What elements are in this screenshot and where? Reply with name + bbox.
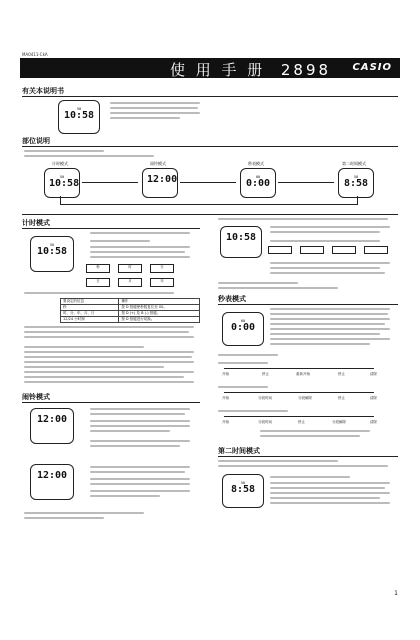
text-line xyxy=(218,465,388,467)
flow-arrow xyxy=(224,368,374,369)
text-line xyxy=(218,386,268,388)
text-line xyxy=(270,318,390,320)
flow-stop-4: 停止 xyxy=(298,420,305,424)
text-line xyxy=(24,376,184,378)
text-line xyxy=(218,362,268,364)
text-line xyxy=(90,425,190,427)
mode-arrow xyxy=(278,182,334,183)
document-code: MA0411-CkA xyxy=(22,52,48,57)
watch-display: 50 10:58 xyxy=(63,107,95,121)
divider xyxy=(22,214,398,215)
text-line xyxy=(260,435,360,437)
seq-day: 日 xyxy=(86,278,110,287)
mode-indicator-box xyxy=(268,246,292,254)
text-line xyxy=(270,476,350,478)
flow-arrow xyxy=(224,392,374,393)
watch-display: 00 0:00 xyxy=(230,319,256,333)
text-line xyxy=(90,232,190,234)
watch-display: 50 10:58 xyxy=(49,175,80,189)
text-line xyxy=(24,331,189,333)
watch-display: 12:00 xyxy=(36,470,68,481)
divider xyxy=(218,304,398,305)
text-line xyxy=(270,308,390,310)
text-line xyxy=(270,323,385,325)
text-line xyxy=(110,112,200,114)
mode-label-alarm: 闹铃模式 xyxy=(150,161,166,166)
text-line xyxy=(24,361,194,363)
watch-stopwatch xyxy=(240,168,276,198)
watch-alarm-detail xyxy=(30,408,74,444)
flow-clear: 清除 xyxy=(370,420,377,424)
divider xyxy=(22,146,398,147)
text-line xyxy=(270,338,390,340)
text-line xyxy=(270,328,390,330)
mode-arrow xyxy=(82,182,138,183)
watch-display: 50 8:58 xyxy=(230,481,256,495)
flow-arrow xyxy=(224,416,374,417)
text-line xyxy=(90,440,190,442)
watch-timekeeping-detail xyxy=(30,236,74,272)
text-line xyxy=(218,282,298,284)
table-row: 时、分、年、月、日 按 D (+) 及 B (-) 按键。 xyxy=(61,311,200,317)
watch-display: 10:58 xyxy=(225,232,257,243)
text-line xyxy=(110,102,200,104)
text-line xyxy=(270,226,390,228)
title-banner xyxy=(20,58,400,78)
watch-recall xyxy=(220,226,262,258)
flow-start: 开始 xyxy=(222,420,229,424)
text-line xyxy=(270,272,385,274)
seq-minute: 分 xyxy=(150,264,174,273)
text-line xyxy=(90,246,190,248)
text-line xyxy=(270,262,390,264)
flow-start: 开始 xyxy=(222,372,229,376)
flow-release: 分段解除 xyxy=(298,396,312,400)
text-line xyxy=(90,430,170,432)
divider xyxy=(22,402,200,403)
divider xyxy=(22,96,398,97)
text-line xyxy=(24,155,154,157)
flow-clear: 清除 xyxy=(370,396,377,400)
text-line xyxy=(90,240,150,242)
seq-month: 月 xyxy=(118,278,142,287)
text-line xyxy=(270,231,380,233)
table-header: 要设定的信息 xyxy=(61,299,119,305)
text-line xyxy=(90,466,190,468)
text-line xyxy=(24,150,104,152)
watch-display: 00 0:00 xyxy=(245,175,271,189)
watch-dualtime-detail xyxy=(222,474,264,508)
text-line xyxy=(90,408,190,410)
flow-stop-3: 停止 xyxy=(338,396,345,400)
text-line xyxy=(24,366,164,368)
watch-stopwatch-detail xyxy=(222,312,264,346)
text-line xyxy=(90,471,185,473)
divider xyxy=(22,228,200,229)
text-line xyxy=(90,495,160,497)
text-line xyxy=(90,251,185,253)
text-line xyxy=(270,492,390,494)
mode-indicator-box xyxy=(332,246,356,254)
brand-logo: CASIO xyxy=(352,62,392,73)
watch-display: 50 10:58 xyxy=(36,243,68,257)
text-line xyxy=(90,445,180,447)
text-line xyxy=(24,512,144,514)
text-line xyxy=(218,218,388,220)
section-stopwatch-title: 秒表模式 xyxy=(218,295,246,303)
text-line xyxy=(90,490,190,492)
text-line xyxy=(24,517,104,519)
text-line xyxy=(270,502,390,504)
text-line xyxy=(270,313,388,315)
flow-clear: 清除 xyxy=(370,372,377,376)
text-line xyxy=(24,292,174,294)
text-line xyxy=(270,487,385,489)
seq-year: 年 xyxy=(150,278,174,287)
section-dualtime-title: 第二时间模式 xyxy=(218,447,260,455)
text-line xyxy=(90,483,190,485)
settings-table xyxy=(60,298,200,323)
flow-release: 分段解除 xyxy=(332,420,346,424)
text-line xyxy=(24,381,194,383)
flow-restart: 重新开始 xyxy=(296,372,310,376)
text-line xyxy=(218,287,338,289)
text-line xyxy=(24,326,194,328)
text-line xyxy=(90,413,185,415)
flow-start: 开始 xyxy=(222,396,229,400)
text-line xyxy=(24,356,192,358)
text-line xyxy=(90,420,190,422)
watch-alarm xyxy=(142,168,178,198)
text-line xyxy=(24,351,194,353)
divider xyxy=(218,456,398,457)
mode-indicator-box xyxy=(364,246,388,254)
text-line xyxy=(218,354,278,356)
text-line xyxy=(24,346,144,348)
flow-stop-2: 停止 xyxy=(338,372,345,376)
text-line xyxy=(110,107,198,109)
flow-stop: 停止 xyxy=(262,372,269,376)
text-line xyxy=(218,410,288,412)
page-number: 1 xyxy=(394,590,398,597)
section-timekeeping-title: 计时模式 xyxy=(22,219,50,227)
table-header: 操作 xyxy=(119,299,200,305)
watch-dualtime xyxy=(338,168,374,198)
watch-alarm-setting xyxy=(30,464,74,500)
watch-timekeeping xyxy=(44,168,80,198)
watch-display: 12:00 xyxy=(36,414,68,425)
watch-illustration xyxy=(58,100,100,134)
table-row: 12/24 小时制 按 D 按键进行切换。 xyxy=(61,317,200,323)
text-line xyxy=(24,371,194,373)
text-line xyxy=(270,497,380,499)
table-row: 秒 按 D 按键使秒数复位至 00。 xyxy=(61,305,200,311)
mode-return-loop xyxy=(60,196,358,205)
text-line xyxy=(260,430,370,432)
mode-label-stopwatch: 秒表模式 xyxy=(248,161,264,166)
text-line xyxy=(24,336,194,338)
text-line xyxy=(110,117,180,119)
seq-hour: 时 xyxy=(118,264,142,273)
flow-split: 分段时间 xyxy=(258,396,272,400)
text-line xyxy=(90,478,190,480)
seq-seconds: 秒 xyxy=(86,264,110,273)
section-about-title: 有关本说明书 xyxy=(22,87,64,95)
text-line xyxy=(270,240,380,242)
mode-label-dualtime: 第二时间模式 xyxy=(342,161,366,166)
text-line xyxy=(270,343,370,345)
text-line xyxy=(218,460,338,462)
section-parts-title: 部位说明 xyxy=(22,137,50,145)
mode-indicator-box xyxy=(300,246,324,254)
mode-label-timekeeping: 计时模式 xyxy=(52,161,68,166)
manual-title: 使 用 手 册 2898 xyxy=(170,61,332,79)
mode-arrow xyxy=(180,182,236,183)
text-line xyxy=(270,333,380,335)
text-line xyxy=(90,256,190,258)
watch-display: 12:00 xyxy=(147,174,178,185)
text-line xyxy=(270,482,390,484)
text-line xyxy=(270,267,380,269)
watch-display: 50 8:58 xyxy=(343,175,369,189)
section-alarm-title: 闹铃模式 xyxy=(22,393,50,401)
flow-split: 分段时间 xyxy=(258,420,272,424)
